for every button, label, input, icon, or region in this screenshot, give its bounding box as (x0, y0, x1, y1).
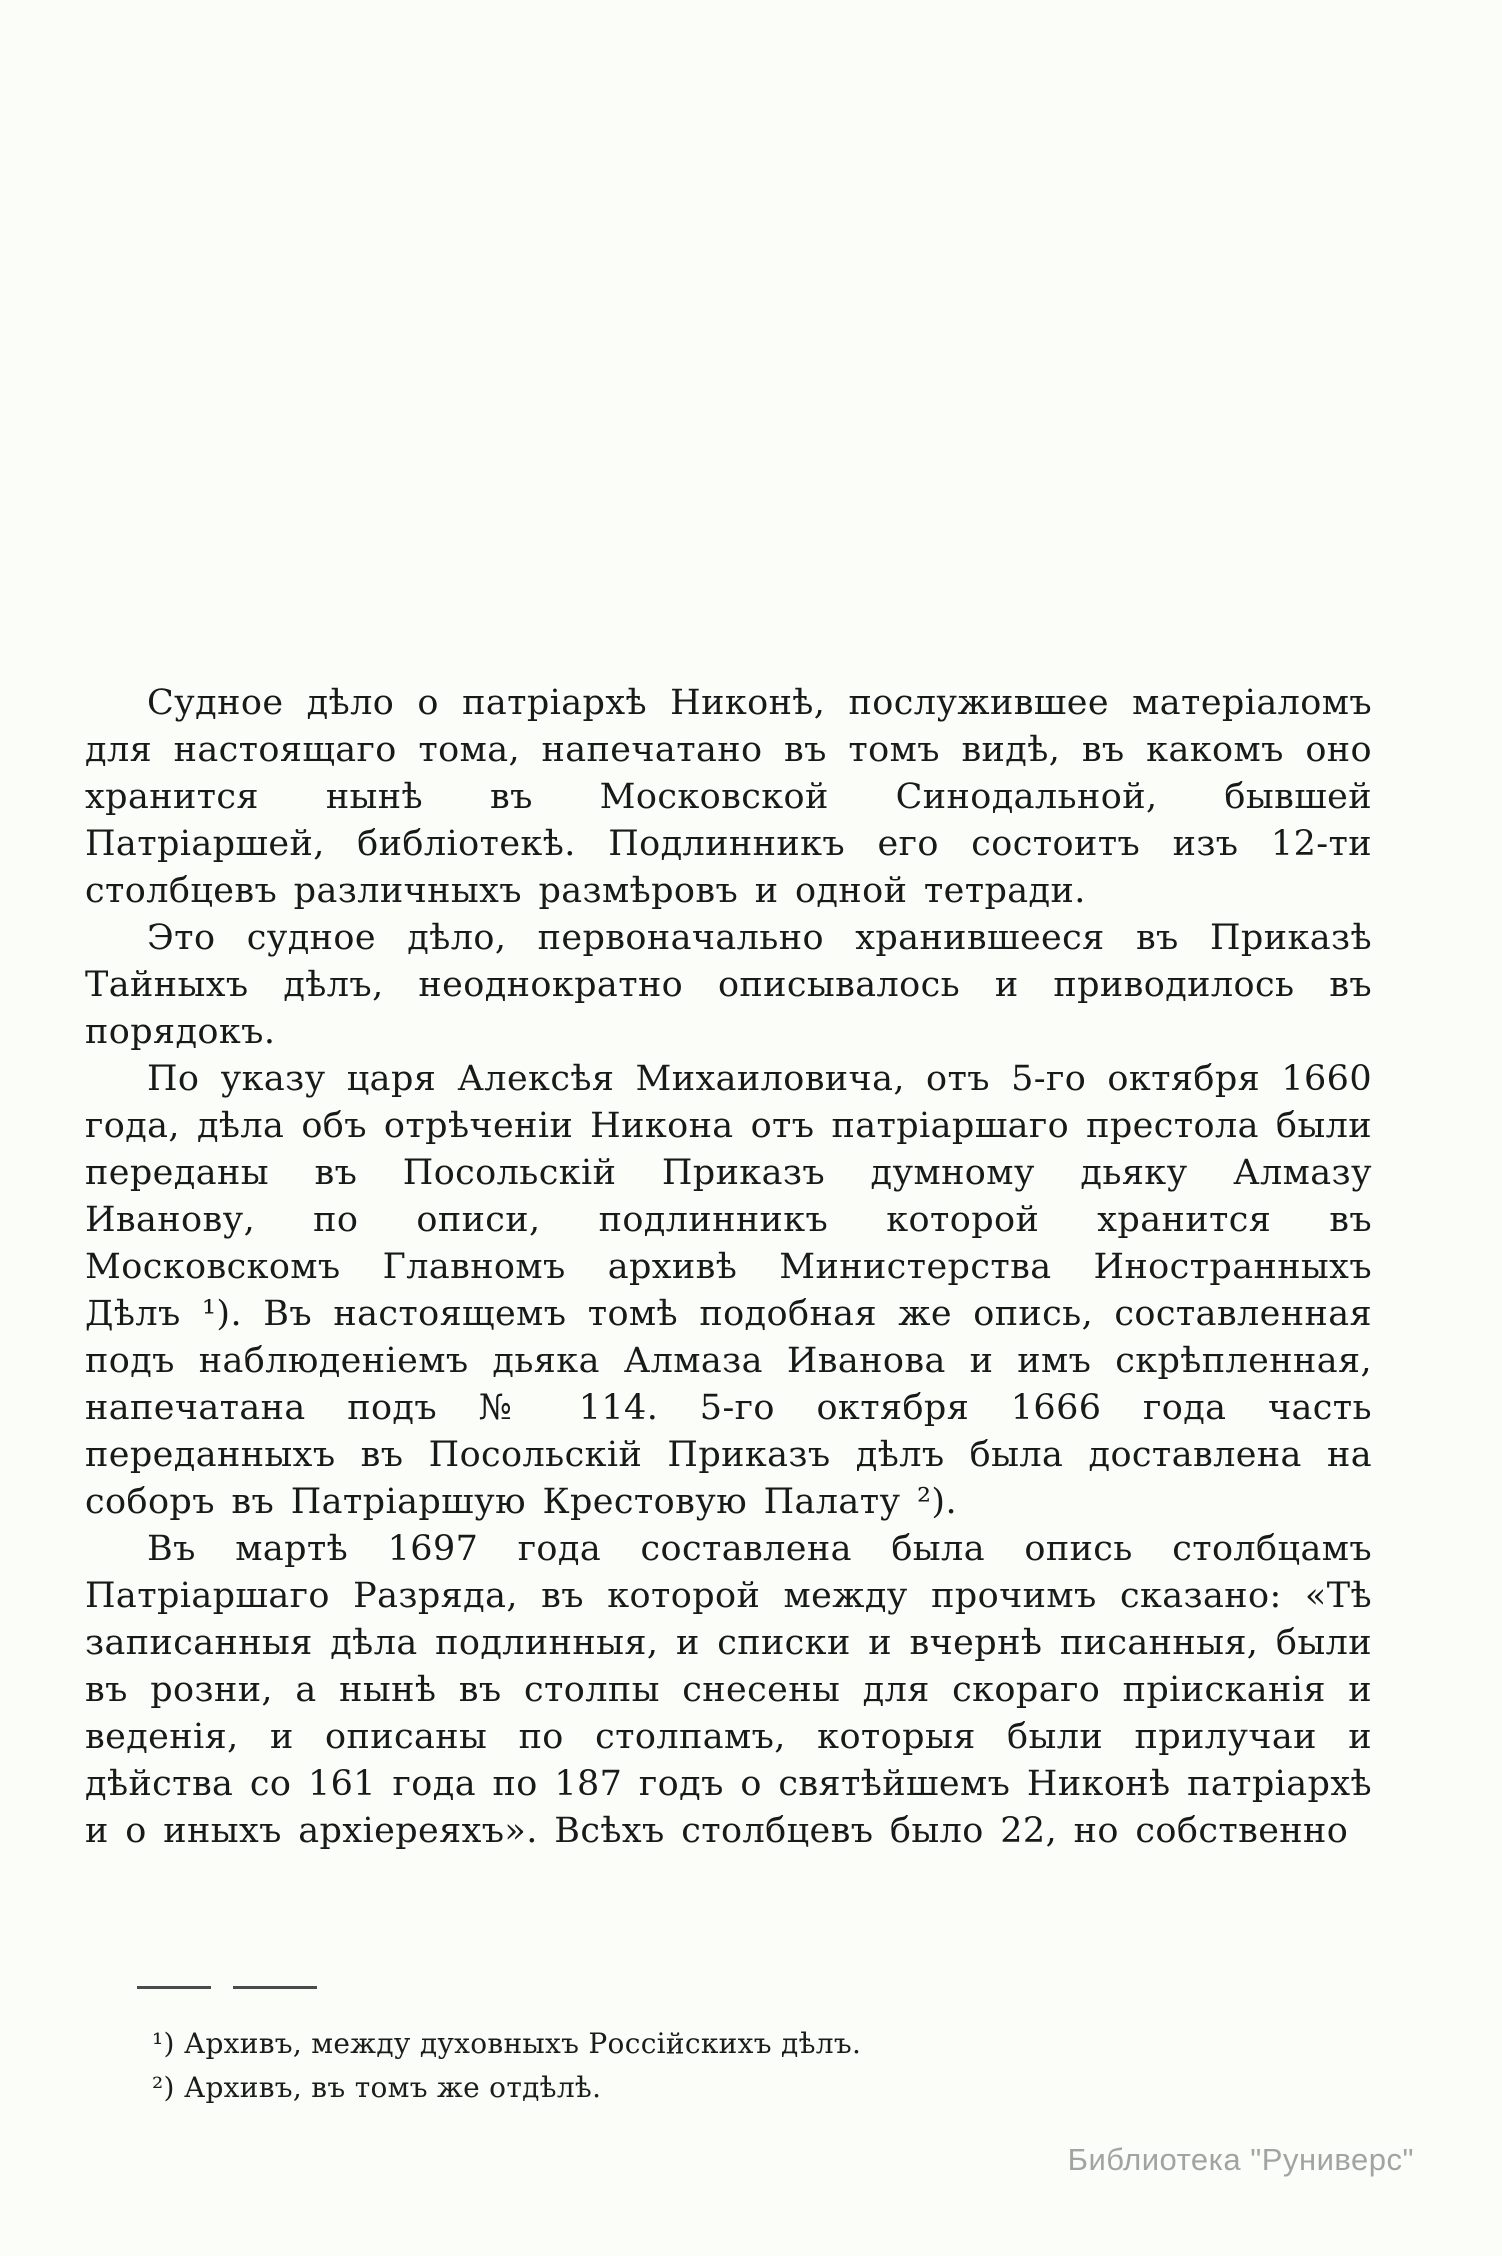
paragraph-3: По указу царя Алексѣя Михаиловича, отъ 5-го октября 1660 года, дѣла объ отрѣченіи Никона отъ патріаршаго престола были переданы въ Посольскій Приказъ думному дьяку Алмазу Иванову, по описи, подлинникъ которой хранится въ Московскомъ Главномъ архивѣ Министерства Иностранныхъ Дѣлъ ¹). Въ настоящемъ томѣ подобная же опись, составленная подъ наблюденіемъ дьяка Алмаза Иванова и имъ скрѣпленная, напечатана подъ № 114. 5-го октября 1666 года часть переданныхъ въ Посольскій Приказъ дѣлъ была доставлена на соборъ въ Патріаршую Крестовую Палату ²). (85, 1059, 1372, 1522)
paragraph-4: Въ мартѣ 1697 года составлена была опись столбцамъ Патріаршаго Разряда, въ которой между прочимъ сказано: «Тѣ записанныя дѣла подлинныя, и списки и вчернѣ писанныя, были въ розни, а нынѣ въ столпы снесены для скораго пріисканія и веденія, и описаны по столпамъ, которыя были прилучаи и дѣйства со 161 года по 187 годъ о святѣйшемъ Никонѣ патріархѣ и о иныхъ архіереяхъ». Всѣхъ столбцевъ было 22, но собственно (85, 1529, 1372, 1851)
footnote-separator (137, 1986, 317, 1990)
paragraph-2: Это судное дѣло, первоначально хранившееся въ Приказѣ Тайныхъ дѣлъ, неоднократно описывалось и приводилось въ порядокъ. (85, 918, 1372, 1052)
library-watermark: Библиотека "Руниверс" (1067, 2142, 1414, 2177)
footnotes-block (152, 2022, 1252, 2110)
paragraph-1: Судное дѣло о патріархѣ Никонѣ, послужившее матеріаломъ для настоящаго тома, напечатано въ томъ видѣ, въ какомъ оно хранится нынѣ въ Московской Синодальной, бывшей Патріаршей, библіотекѣ. Подлинникъ его состоитъ изъ 12-ти столбцевъ различныхъ размѣровъ и одной тетради. (85, 683, 1372, 911)
footnote-2: ²) Архивъ, въ томъ же отдѣлѣ. (152, 2071, 602, 2104)
footnote-separator-segment (137, 1986, 211, 1989)
footnote-1: ¹) Архивъ, между духовныхъ Россійскихъ дѣлъ. (152, 2027, 862, 2060)
footnote-separator-segment (233, 1986, 317, 1989)
main-text-block (85, 680, 1372, 1855)
